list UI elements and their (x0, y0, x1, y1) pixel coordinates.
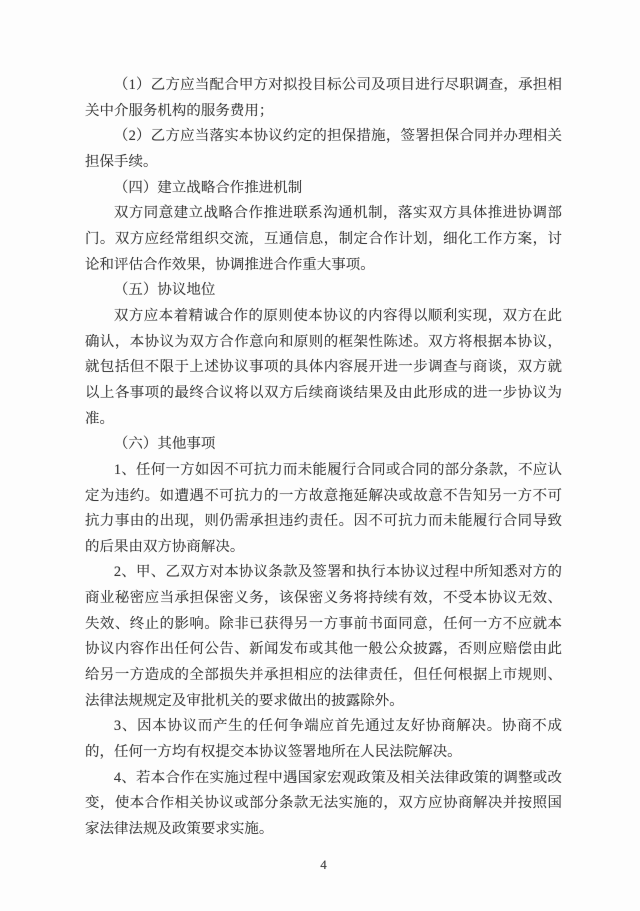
clause-paragraph: （2）乙方应当落实本协议约定的担保措施，签署担保合同并办理相关担保手续。 (85, 128, 562, 170)
clause-paragraph: 1、任何一方如因不可抗力而未能履行合同或合同的部分条款，不应认定为违约。如遭遇不可抗力的一方故意拖延解决或故意不告知另一方不可抗力事由的出现，则仍需承担违约责任。因不可抗力而未能履行合同导致的后果由双方协商解决。 (85, 461, 562, 555)
clause-paragraph: 3、因本协议而产生的任何争端应首先通过友好协商解决。协商不成的，任何一方均有权提交本协议签署地所在人民法院解决。 (85, 718, 562, 761)
section-heading: （五）协议地位 (113, 282, 216, 299)
section-heading: （四）建立战略合作推进机制 (113, 179, 303, 196)
clause-paragraph: （1）乙方应当配合甲方对拟投目标公司及项目进行尽职调查，承担相关中介服务机构的服务费用； (85, 77, 562, 119)
page-number: 4 (320, 857, 327, 872)
clause-paragraph: 双方应本着精诚合作的原则使本协议的内容得以顺利实现，双方在此确认，本协议为双方合作意向和原则的框架性陈述。双方将根据本协议，就包括但不限于上述协议事项的具体内容展开进一步调查与商谈，双方就以上各事项的最终合议将以双方后续商谈结果及由此形成的进一步协议为准。 (85, 307, 562, 427)
clause-paragraph: 2、甲、乙双方对本协议条款及签署和执行本协议过程中所知悉对方的商业秘密应当承担保密义务，该保密义务将持续有效，不受本协议无效、失效、终止的影响。除非已获得另一方事前书面同意，任何一方不应就本协议内容作出任何公告、新闻发布或其他一般公众披露，否则应赔偿由此给另一方造成的全部损失并承担相应的法律责任，但任何根据上市规则、法律法规规定及审批机关的要求做出的披露除外。 (85, 564, 562, 709)
document-body (85, 73, 562, 843)
section-heading: （六）其他事项 (113, 436, 216, 453)
clause-paragraph: 4、若本合作在实施过程中遇国家宏观政策及相关法律政策的调整或改变，使本合作相关协议或部分条款无法实施的，双方应协商解决并按照国家法律法规及政策要求实施。 (85, 769, 562, 838)
clause-paragraph: 双方同意建立战略合作推进联系沟通机制，落实双方具体推进协调部门。双方应经常组织交流，互通信息，制定合作计划，细化工作方案，讨论和评估合作效果，协调推进合作重大事项。 (85, 205, 562, 273)
